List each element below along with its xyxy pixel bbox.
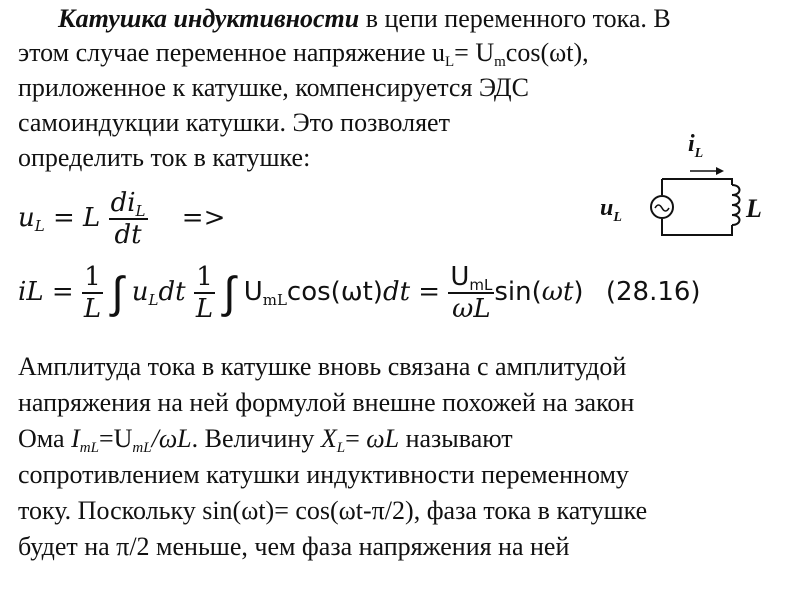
ac-source-icon <box>651 196 673 218</box>
formula-self-induction: $u_L = L$ $\frac{di_L}{dt}$ => <box>18 188 226 250</box>
paragraph2-line3: Ома $I_{mL}=U_{mL}/\omega L$. Величину $X_L= \omega L$ называют <box>18 424 513 456</box>
paragraph1-line4: самоиндукции катушки. Это позволяет <box>18 108 450 137</box>
inductor-coil-icon <box>732 185 740 225</box>
integral-sign: ∫ <box>223 267 236 319</box>
voltage-label: $u_L$ <box>600 195 622 225</box>
current-arrow <box>690 167 724 175</box>
paragraph2-line5: току. Поскольку sin(ωt)= cos(ωt-π/2), фаза тока в катушке <box>18 496 648 525</box>
paragraph1-line3: приложенное к катушке, компенсируется ЭДС <box>18 73 529 102</box>
current-label: $i_L$ <box>688 131 704 161</box>
paragraph1-line5: определить ток в катушке: <box>18 143 311 172</box>
fraction-di-dt: $\frac{di_L}{dt}$ <box>110 188 146 250</box>
integral-sign: ∫ <box>111 267 124 319</box>
paragraph2-line1: Амплитуда тока в катушке вновь связана с амплитудой <box>18 352 627 381</box>
implies-arrow: => <box>181 203 226 233</box>
paragraph2-line6: будет на π/2 меньше, чем фаза напряжения на ней <box>18 532 570 561</box>
inductor-label: L <box>746 194 762 223</box>
paragraph1-line1: Катушка индуктивности в цепи переменного тока. В <box>58 4 671 33</box>
formula-28-16: iL = $\frac{1}{L}$ ∫ $u_Ldt$ $\frac{1}{L}$ ∫ $U_{mL}\cos(\omega t)dt$ = $\frac{U_{mL}}{\omega L}$ sin(ωt) (28.16) <box>18 262 701 324</box>
equation-number: (28.16) <box>605 277 701 307</box>
paragraph2-line4: сопротивлением катушки индуктивности переменному <box>18 460 629 489</box>
title-term: Катушка индуктивности <box>58 4 360 33</box>
inductor-circuit-diagram <box>598 115 778 245</box>
paragraph2-line2: напряжения на ней формулой внешне похожей на закон <box>18 388 635 417</box>
paragraph1-line2: этом случае переменное напряжение $u_L= U_m\cos(\omega t)$, <box>18 38 589 70</box>
